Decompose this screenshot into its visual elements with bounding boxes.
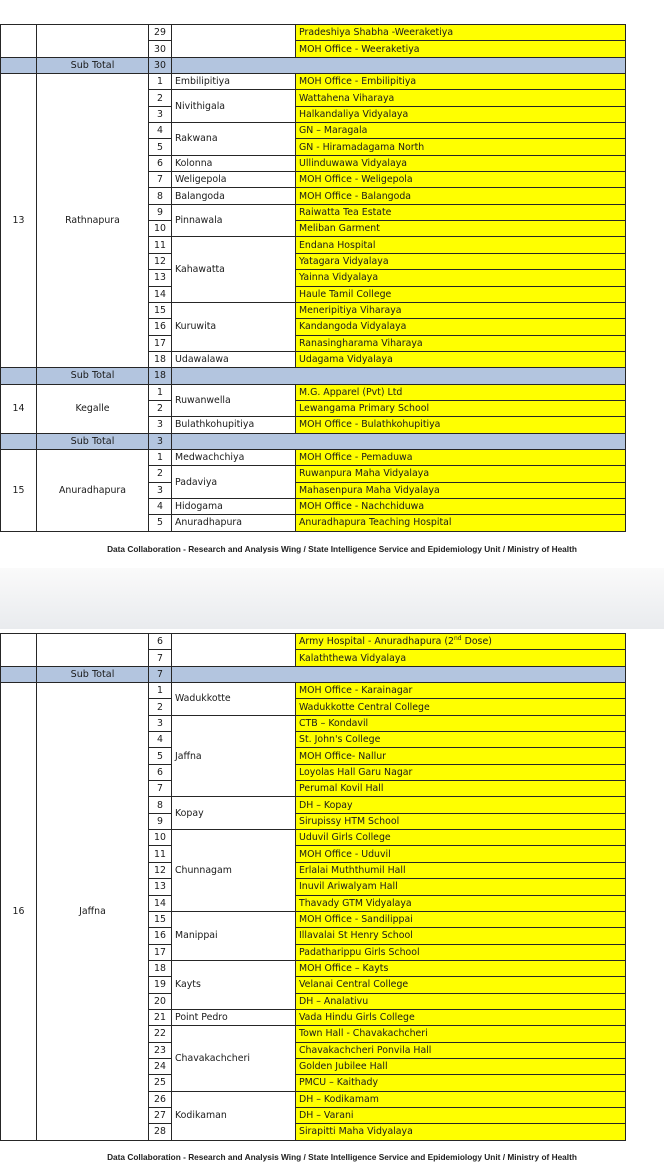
subtotal-blank	[172, 368, 626, 384]
vaccination-site: PMCU – Kaithady	[296, 1075, 626, 1091]
vaccination-site: Meliban Garment	[296, 221, 626, 237]
vaccination-site: Udagama Vidyalaya	[296, 351, 626, 367]
row-number: 18	[149, 960, 172, 976]
moh-area: Kopay	[172, 797, 296, 830]
vaccination-site: Ruwanpura Maha Vidyalaya	[296, 466, 626, 482]
vaccination-site: DH – Kodikamam	[296, 1091, 626, 1107]
vaccination-site: Illavalai St Henry School	[296, 928, 626, 944]
row-number: 12	[149, 253, 172, 269]
row-number: 17	[149, 944, 172, 960]
vaccination-site: Lewangama Primary School	[296, 400, 626, 416]
row-number: 1	[149, 683, 172, 699]
moh-area: Point Pedro	[172, 1009, 296, 1025]
vaccination-site: MOH Office - Weligepola	[296, 172, 626, 188]
document-page-1	[0, 0, 664, 568]
row-number: 8	[149, 797, 172, 813]
moh-area: Medwachchiya	[172, 449, 296, 465]
row-number: 10	[149, 830, 172, 846]
vaccination-site: MOH Office - Nachchiduwa	[296, 498, 626, 514]
row-number: 4	[149, 123, 172, 139]
vaccination-site: CTB – Kondavil	[296, 715, 626, 731]
district-number: 13	[1, 74, 37, 368]
row-number: 7	[149, 781, 172, 797]
page-footer-credit: Data Collaboration - Research and Analysis Wing / State Intelligence Service and Epidemiology Unit / Ministry of Health	[107, 544, 577, 554]
table-row	[1, 74, 626, 90]
sno-cell	[1, 25, 37, 58]
vaccination-site: Sirupissy HTM School	[296, 813, 626, 829]
subtotal-blank	[1, 666, 37, 682]
row-number: 10	[149, 221, 172, 237]
vaccination-site: MOH Office - Embilipitiya	[296, 74, 626, 90]
row-number: 2	[149, 90, 172, 106]
vaccination-site: Meneripitiya Viharaya	[296, 302, 626, 318]
moh-area: Wadukkotte	[172, 683, 296, 716]
row-number: 15	[149, 911, 172, 927]
row-number: 8	[149, 188, 172, 204]
moh-area: Weligepola	[172, 172, 296, 188]
vaccination-site: Golden Jubilee Hall	[296, 1058, 626, 1074]
row-number: 6	[149, 634, 172, 650]
vaccination-site: MOH Office - Uduvil	[296, 846, 626, 862]
row-number: 15	[149, 302, 172, 318]
moh-area: Chavakachcheri	[172, 1026, 296, 1091]
vaccination-site: MOH Office - Karainagar	[296, 683, 626, 699]
subtotal-label: Sub Total	[37, 666, 149, 682]
district-name: Jaffna	[37, 683, 149, 1141]
vaccination-site: Ullinduwawa Vidyalaya	[296, 155, 626, 171]
vaccination-site: Ranasingharama Viharaya	[296, 335, 626, 351]
vaccination-site: Loyolas Hall Garu Nagar	[296, 764, 626, 780]
row-number: 9	[149, 813, 172, 829]
vaccination-site: Raiwatta Tea Estate	[296, 204, 626, 220]
row-number: 7	[149, 650, 172, 666]
subtotal-label: Sub Total	[37, 57, 149, 73]
vaccination-site: MOH Office - Weeraketiya	[296, 41, 626, 57]
moh-area: Udawalawa	[172, 351, 296, 367]
row-number: 5	[149, 748, 172, 764]
vaccination-site: Anuradhapura Teaching Hospital	[296, 515, 626, 531]
row-number: 1	[149, 384, 172, 400]
district-number: 15	[1, 449, 37, 531]
vaccination-site: GN - Hiramadagama North	[296, 139, 626, 155]
moh-area: Kodikaman	[172, 1091, 296, 1140]
row-number: 9	[149, 204, 172, 220]
sno-cell	[1, 634, 37, 667]
page-separator	[0, 568, 664, 629]
vaccination-site: Halkandaliya Vidyalaya	[296, 106, 626, 122]
row-number: 27	[149, 1107, 172, 1123]
row-number: 2	[149, 400, 172, 416]
district-cell	[37, 25, 149, 58]
district-name: Rathnapura	[37, 74, 149, 368]
row-number: 18	[149, 351, 172, 367]
vaccination-site: Padatharippu Girls School	[296, 944, 626, 960]
row-number: 4	[149, 498, 172, 514]
subtotal-row	[1, 666, 626, 682]
subtotal-label: Sub Total	[37, 368, 149, 384]
moh-area: Hidogama	[172, 498, 296, 514]
moh-area: Jaffna	[172, 715, 296, 797]
moh-area: Manippai	[172, 911, 296, 960]
moh-area: Kayts	[172, 960, 296, 1009]
vaccination-site: St. John's College	[296, 732, 626, 748]
vaccination-site: Town Hall - Chavakachcheri	[296, 1026, 626, 1042]
moh-area: Anuradhapura	[172, 515, 296, 531]
row-number: 11	[149, 237, 172, 253]
row-number: 16	[149, 928, 172, 944]
row-number: 3	[149, 417, 172, 433]
vaccination-site: Mahasenpura Maha Vidyalaya	[296, 482, 626, 498]
site-text-tail: Dose)	[461, 636, 492, 648]
row-number: 14	[149, 895, 172, 911]
moh-area: Rakwana	[172, 123, 296, 156]
document-page-2	[0, 629, 664, 1168]
vaccination-site: DH – Analativu	[296, 993, 626, 1009]
row-number: 20	[149, 993, 172, 1009]
subtotal-value: 18	[149, 368, 172, 384]
subtotal-blank	[1, 57, 37, 73]
vaccination-site: DH – Kopay	[296, 797, 626, 813]
row-number: 28	[149, 1124, 172, 1140]
row-number: 3	[149, 482, 172, 498]
row-number: 4	[149, 732, 172, 748]
vaccination-site: Uduvil Girls College	[296, 830, 626, 846]
subtotal-blank	[172, 57, 626, 73]
moh-area: Kahawatta	[172, 237, 296, 302]
subtotal-value: 3	[149, 433, 172, 449]
row-number: 2	[149, 699, 172, 715]
subtotal-value: 30	[149, 57, 172, 73]
vaccination-site: GN – Maragala	[296, 123, 626, 139]
vaccination-site: M.G. Apparel (Pvt) Ltd	[296, 384, 626, 400]
row-number: 11	[149, 846, 172, 862]
subtotal-blank	[172, 433, 626, 449]
vaccination-site: Sirapitti Maha Vidyalaya	[296, 1124, 626, 1140]
table-row	[1, 449, 626, 465]
district-number: 16	[1, 683, 37, 1141]
row-number: 13	[149, 879, 172, 895]
moh-area: Pinnawala	[172, 204, 296, 237]
moh-area: Kuruwita	[172, 302, 296, 351]
vaccination-site: Erlalai Muththumil Hall	[296, 862, 626, 878]
subtotal-row	[1, 368, 626, 384]
table-row	[1, 634, 626, 650]
subtotal-row	[1, 57, 626, 73]
row-number: 1	[149, 74, 172, 90]
vaccination-site	[296, 634, 626, 650]
vaccination-site: Chavakachcheri Ponvila Hall	[296, 1042, 626, 1058]
vaccination-site: Velanai Central College	[296, 977, 626, 993]
subtotal-label: Sub Total	[37, 433, 149, 449]
vaccination-site: Vada Hindu Girls College	[296, 1009, 626, 1025]
moh-area: Bulathkohupitiya	[172, 417, 296, 433]
row-number: 3	[149, 715, 172, 731]
vaccination-site: Inuvil Ariwalyam Hall	[296, 879, 626, 895]
vaccination-site: MOH Office- Nallur	[296, 748, 626, 764]
vaccination-site: MOH Office – Kayts	[296, 960, 626, 976]
row-number: 16	[149, 319, 172, 335]
row-number: 24	[149, 1058, 172, 1074]
subtotal-blank	[1, 433, 37, 449]
moh-area: Embilipitiya	[172, 74, 296, 90]
moh-area: Balangoda	[172, 188, 296, 204]
row-number: 19	[149, 977, 172, 993]
row-number: 7	[149, 172, 172, 188]
vaccination-site: Kalaththewa Vidyalaya	[296, 650, 626, 666]
table-row	[1, 683, 626, 699]
vaccination-site: MOH Office - Balangoda	[296, 188, 626, 204]
vaccination-site: Perumal Kovil Hall	[296, 781, 626, 797]
row-number: 1	[149, 449, 172, 465]
district-cell	[37, 634, 149, 667]
row-number: 29	[149, 25, 172, 41]
row-number: 5	[149, 515, 172, 531]
vaccination-site: Yainna Vidyalaya	[296, 270, 626, 286]
page-footer-credit: Data Collaboration - Research and Analysis Wing / State Intelligence Service and Epidemiology Unit / Ministry of Health	[107, 1152, 577, 1162]
vaccination-site: Haule Tamil College	[296, 286, 626, 302]
row-number: 12	[149, 862, 172, 878]
vaccination-site: Wadukkotte Central College	[296, 699, 626, 715]
vaccination-site: Kandangoda Vidyalaya	[296, 319, 626, 335]
moh-area: Padaviya	[172, 466, 296, 499]
vaccination-site: Pradeshiya Shabha -Weeraketiya	[296, 25, 626, 41]
row-number: 17	[149, 335, 172, 351]
table-row	[1, 25, 626, 41]
moh-area: Nivithigala	[172, 90, 296, 123]
table-row	[1, 384, 626, 400]
district-number: 14	[1, 384, 37, 433]
vaccination-site: Endana Hospital	[296, 237, 626, 253]
subtotal-blank	[172, 666, 626, 682]
row-number: 21	[149, 1009, 172, 1025]
row-number: 3	[149, 106, 172, 122]
row-number: 14	[149, 286, 172, 302]
vaccination-centres-table-page-2	[0, 633, 626, 1141]
vaccination-site: Thavady GTM Vidyalaya	[296, 895, 626, 911]
row-number: 22	[149, 1026, 172, 1042]
subtotal-row	[1, 433, 626, 449]
vaccination-site: DH – Varani	[296, 1107, 626, 1123]
row-number: 25	[149, 1075, 172, 1091]
moh-area-cell	[172, 634, 296, 667]
row-number: 30	[149, 41, 172, 57]
row-number: 2	[149, 466, 172, 482]
vaccination-site: MOH Office - Sandilippai	[296, 911, 626, 927]
moh-area: Chunnagam	[172, 830, 296, 912]
moh-area: Kolonna	[172, 155, 296, 171]
district-name: Anuradhapura	[37, 449, 149, 531]
vaccination-centres-table-page-1	[0, 24, 626, 532]
vaccination-site: Yatagara Vidyalaya	[296, 253, 626, 269]
row-number: 6	[149, 764, 172, 780]
vaccination-site: MOH Office - Pemaduwa	[296, 449, 626, 465]
row-number: 6	[149, 155, 172, 171]
row-number: 26	[149, 1091, 172, 1107]
row-number: 5	[149, 139, 172, 155]
subtotal-blank	[1, 368, 37, 384]
site-superscript: nd	[454, 635, 462, 643]
site-text: Army Hospital - Anuradhapura (2	[299, 636, 454, 648]
vaccination-site: Wattahena Viharaya	[296, 90, 626, 106]
vaccination-site: MOH Office - Bulathkohupitiya	[296, 417, 626, 433]
moh-area: Ruwanwella	[172, 384, 296, 417]
district-name: Kegalle	[37, 384, 149, 433]
subtotal-value: 7	[149, 666, 172, 682]
row-number: 13	[149, 270, 172, 286]
row-number: 23	[149, 1042, 172, 1058]
moh-area-cell	[172, 25, 296, 58]
